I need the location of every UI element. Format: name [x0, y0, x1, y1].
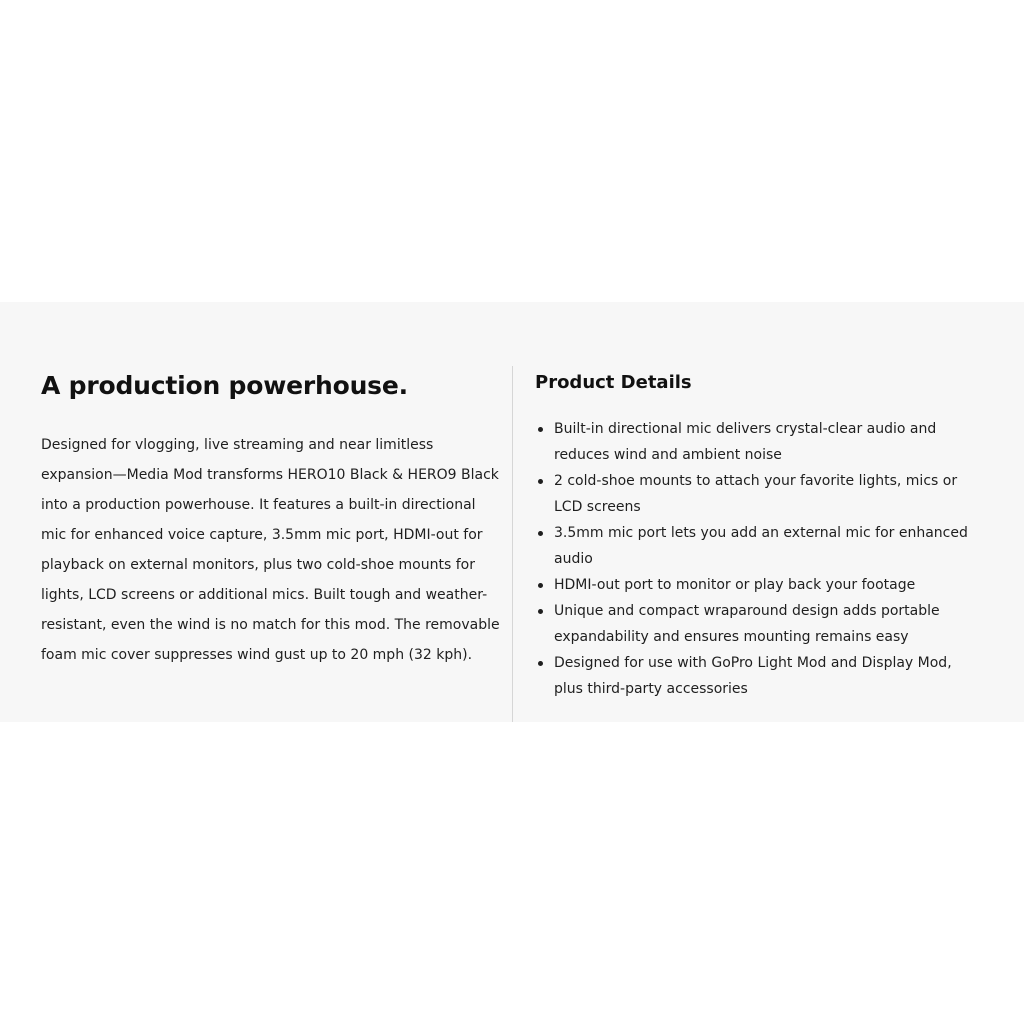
bullet-icon	[538, 427, 543, 432]
column-divider	[512, 366, 513, 722]
bullet-icon	[538, 583, 543, 588]
product-details-list	[535, 416, 975, 702]
list-item	[535, 416, 975, 468]
overview-column	[41, 366, 503, 670]
bullet-icon	[538, 609, 543, 614]
bullet-icon	[538, 661, 543, 666]
list-item	[535, 520, 975, 572]
list-item	[535, 598, 975, 650]
list-item-text: 2 cold-shoe mounts to attach your favorite lights, mics or LCD screens	[554, 473, 958, 515]
list-item	[535, 650, 975, 702]
list-item-text: Unique and compact wraparound design adds portable expandability and ensures mounting remains easy	[554, 603, 940, 645]
list-item	[535, 468, 975, 520]
list-item-text: HDMI-out port to monitor or play back your footage	[554, 577, 916, 593]
list-item-text: Designed for use with GoPro Light Mod and Display Mod, plus third-party accessories	[554, 655, 952, 697]
list-item	[535, 572, 975, 598]
product-details-title: Product Details	[535, 372, 692, 393]
bullet-icon	[538, 531, 543, 536]
overview-headline: A production powerhouse.	[41, 371, 408, 400]
overview-description: Designed for vlogging, live streaming and near limitless expansion—Media Mod transforms HERO10 Black & HERO9 Black into a production powerhouse. It features a built-in directional mic for enhanced voice capture, 3.5mm mic port, HDMI-out for playback on external monitors, plus two cold-shoe mounts for lights, LCD screens or additional mics. Built tough and weather-resistant, even the wind is no match for this mod. The removable foam mic cover suppresses wind gust up to 20 mph (32 kph).	[41, 437, 500, 663]
product-details-column	[535, 368, 975, 702]
list-item-text: 3.5mm mic port lets you add an external mic for enhanced audio	[554, 525, 968, 567]
product-info-panel	[0, 302, 1024, 722]
bullet-icon	[538, 479, 543, 484]
list-item-text: Built-in directional mic delivers crystal-clear audio and reduces wind and ambient noise	[554, 421, 937, 463]
